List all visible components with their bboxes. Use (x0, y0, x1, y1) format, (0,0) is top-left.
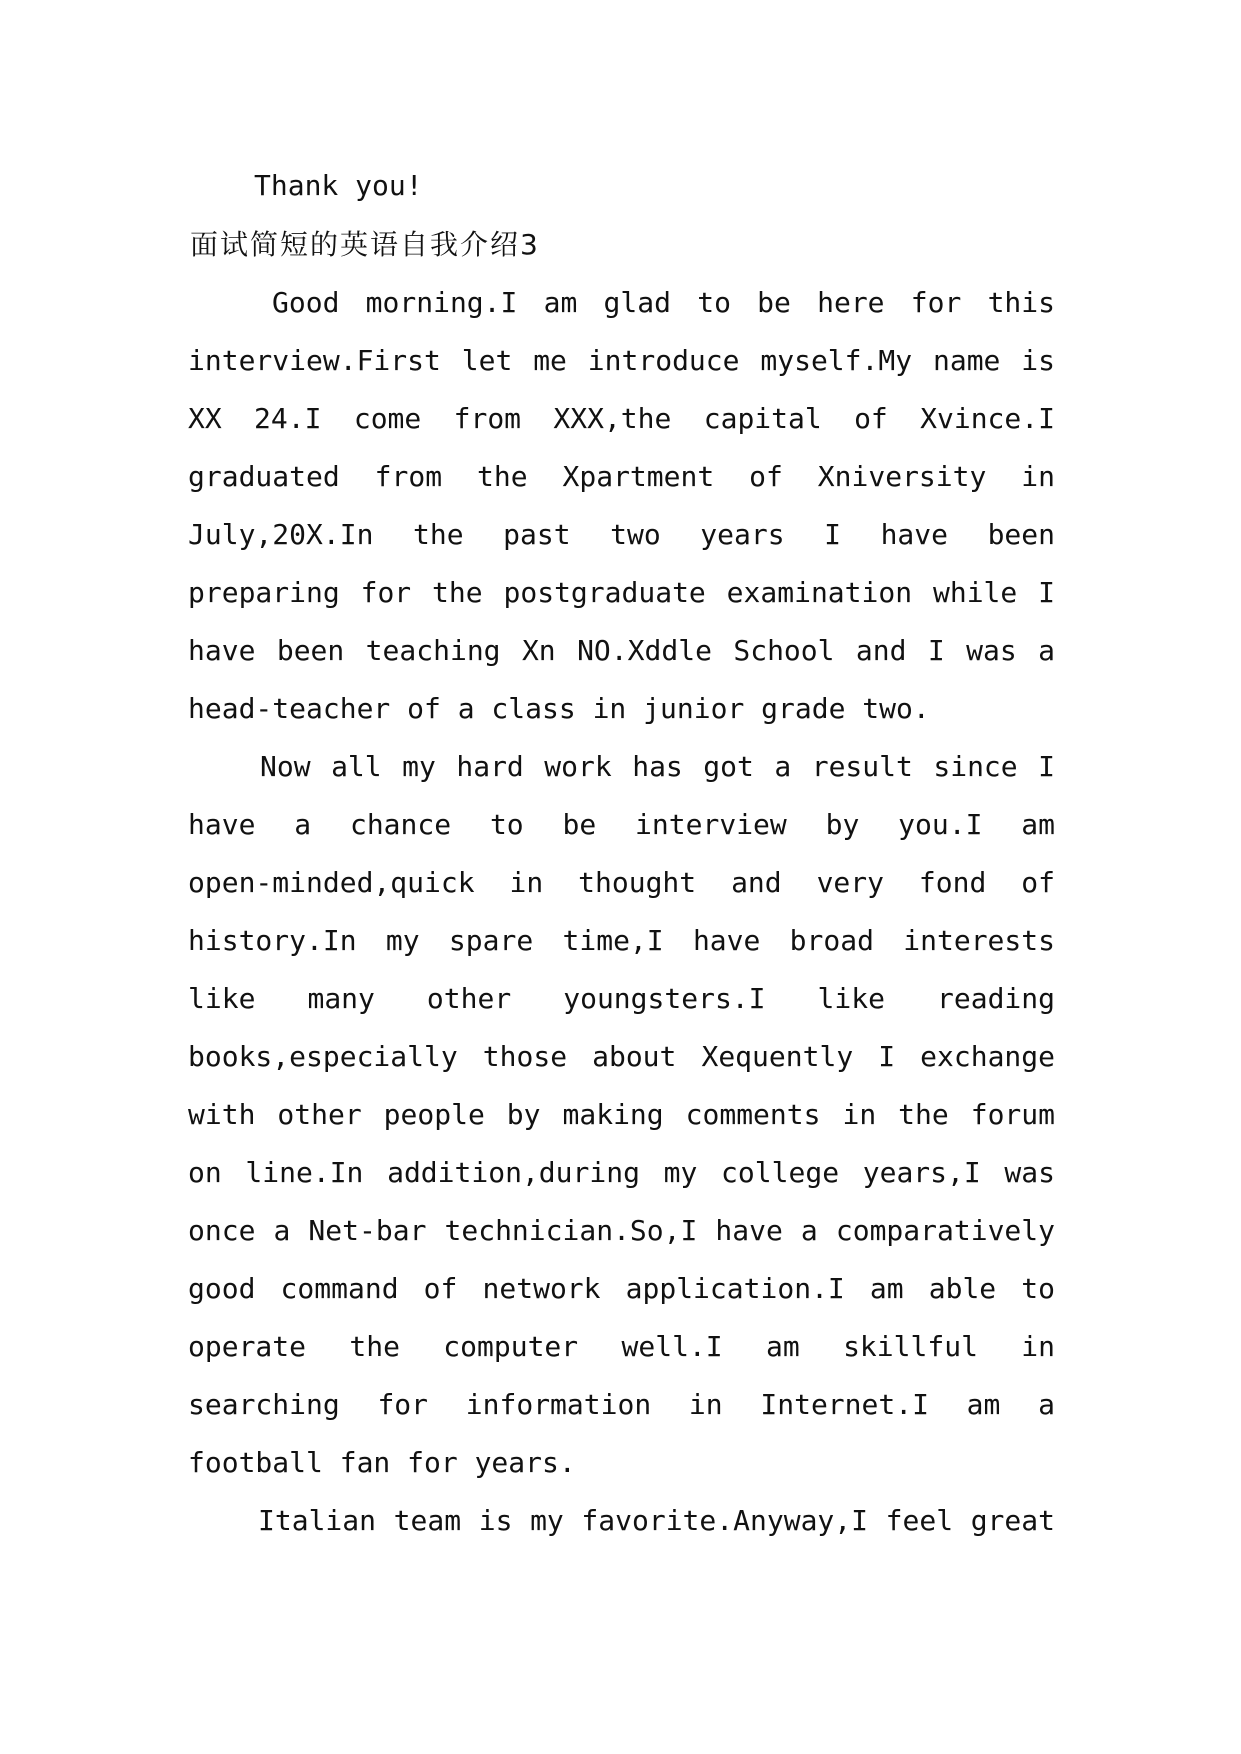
paragraph-line: books,especially those about Xequently I exchange (188, 1040, 1055, 1073)
paragraph-line: July,20X.In the past two years I have been (188, 518, 1055, 551)
section-title: 面试简短的英语自我介绍3 (190, 228, 540, 261)
paragraph-line: like many other youngsters.I like reading (188, 982, 1055, 1015)
paragraph-line: Good morning.I am glad to be here for this (272, 286, 1055, 319)
paragraph-line: preparing for the postgraduate examination while I (188, 576, 1055, 609)
paragraph-line: searching for information in Internet.I am a (188, 1388, 1055, 1421)
paragraph-line: XX 24.I come from XXX,the capital of Xvince.I (188, 402, 1055, 435)
thank-you-line: Thank you! (254, 169, 423, 202)
paragraph-line: have a chance to be interview by you.I am (188, 808, 1055, 841)
paragraph-line: football fan for years. (188, 1446, 576, 1479)
paragraph-line: interview.First let me introduce myself.My name is (188, 344, 1055, 377)
paragraph-line: history.In my spare time,I have broad interests (188, 924, 1055, 957)
paragraph-line: on line.In addition,during my college years,I was (188, 1156, 1055, 1189)
paragraph-line: once a Net-bar technician.So,I have a comparatively (188, 1214, 1055, 1247)
paragraph-line: graduated from the Xpartment of Xniversity in (188, 460, 1055, 493)
paragraph-line: have been teaching Xn NO.Xddle School and I was a (188, 634, 1055, 667)
paragraph-line: Italian team is my favorite.Anyway,I feel great (258, 1504, 1055, 1537)
paragraph-line: good command of network application.I am able to (188, 1272, 1055, 1305)
paragraph-line: open-minded,quick in thought and very fond of (188, 866, 1055, 899)
paragraph-line: Now all my hard work has got a result since I (260, 750, 1055, 783)
paragraph-line: head-teacher of a class in junior grade two. (188, 692, 930, 725)
paragraph-line: operate the computer well.I am skillful in (188, 1330, 1055, 1363)
paragraph-line: with other people by making comments in the forum (188, 1098, 1055, 1131)
